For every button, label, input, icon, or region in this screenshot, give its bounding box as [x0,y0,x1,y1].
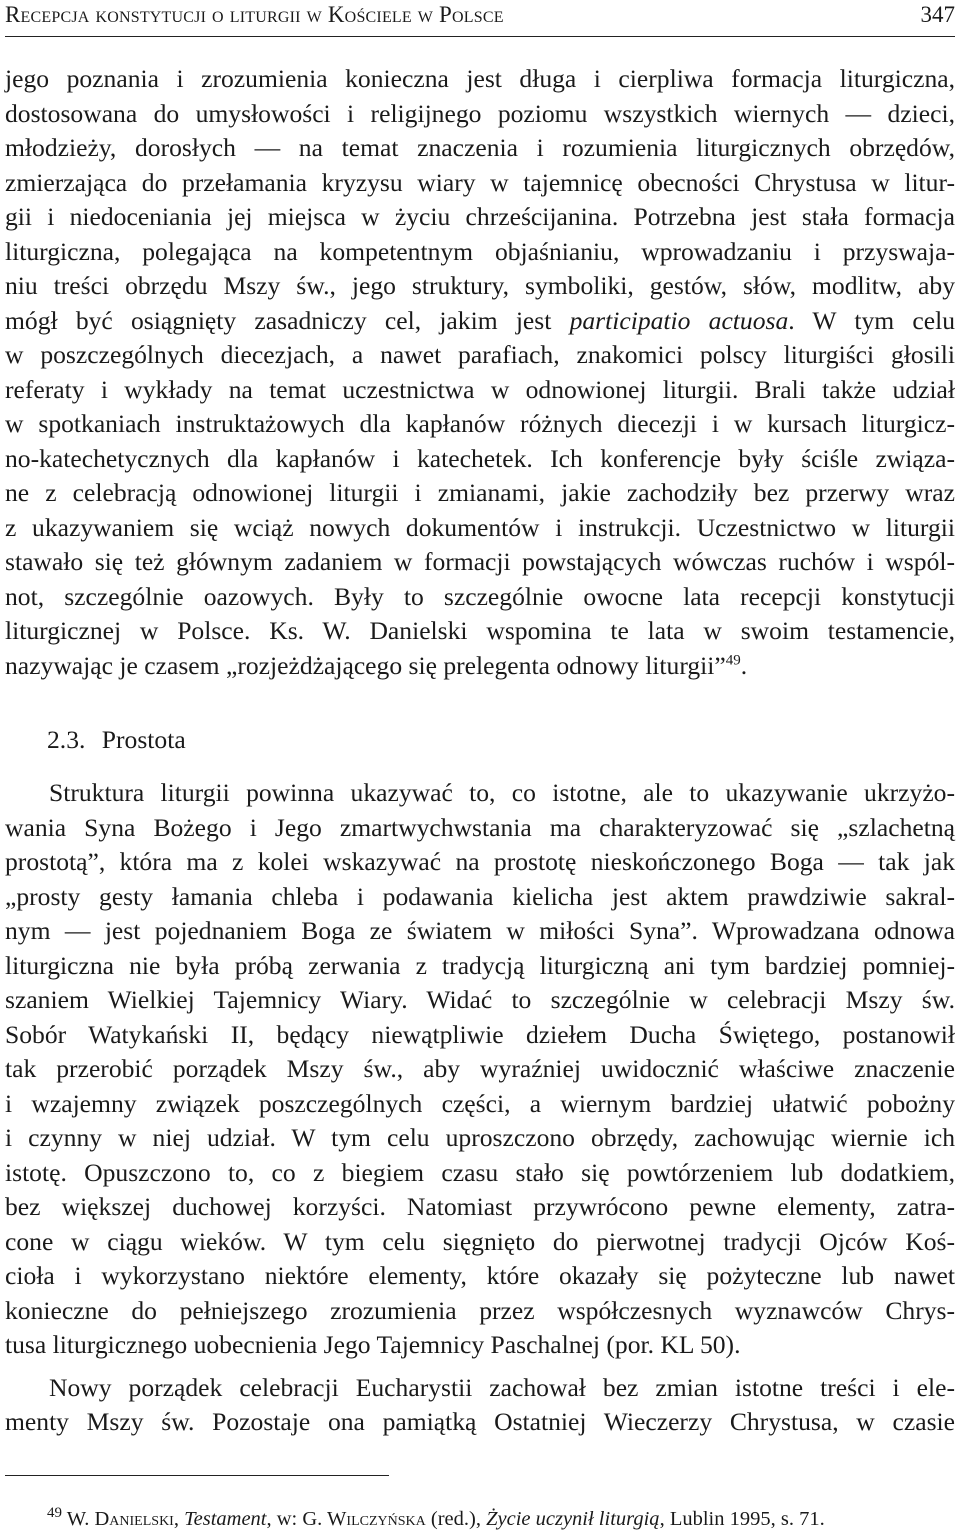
text-line: konieczne do pełniejszego zrozumienia przez współczesnych wyznawców Chrys- [5,1295,955,1325]
text-line: ne z celebracją odnowionej liturgii i zmianami, jakie zachodziły bez przerwy wraz [5,478,955,507]
text-line-last [5,649,955,684]
text-line: w poszczególnych diecezjach, a nawet parafiach, znakomici polscy liturgiści głosili [5,340,955,369]
text-line: Nowy porządek celebracji Eucharystii zachował bez zmian istotne treści i ele- [49,1372,955,1402]
text-line: Struktura liturgii powinna ukazywać to, co istotne, ale to ukazywanie ukrzyżo- [49,778,955,807]
text-line: młodzieży, dorosłych — na temat znaczenia i rozumienia liturgicznych obrzędów, [5,133,955,162]
text-line: „prosty gesty łamania chleba i podawania kielicha jest aktem prawdziwie sakral- [5,881,955,911]
text-line: w spotkaniach instruktażowych dla kapłanów różnych diecezji i w kursach liturgicz- [5,409,955,438]
text-line: niu treści obrzędu Mszy św., jego struktury, symboliki, gestów, słów, modlitw, aby [5,271,955,300]
section-number: 2.3. [47,725,86,754]
text-line: i czynny w niej udział. W tym celu uproszczono obrzędy, zachowując wiernie ich [5,1123,955,1152]
paragraph-prostota [5,776,955,1440]
page-number: 347 [920,2,955,27]
footnote-editor-suffix: (red.), [425,1508,487,1530]
footnote-in: , w: G. W [266,1508,347,1530]
footnote-divider [5,1475,389,1476]
text-line: stawało się też głównym zadaniem w formacji powstających wówczas ruchów i wspól- [5,547,955,576]
footnote-book-title: Życie uczynił liturgią [486,1508,660,1530]
text-line: prostotą”, która ma z kolei wskazywać na prostotę nieskończonego Boga — tak jak [5,847,955,876]
footnote-title: Testament [184,1508,267,1530]
footnote-author-initial: W. D [66,1508,110,1530]
text-line: not, szczególnie oazowych. Były to szczególnie owocne lata recepcji konstytucji [5,581,955,611]
footnote-editor: ilczyńska [346,1508,426,1530]
paragraph-continued [5,62,955,683]
running-header [5,0,955,37]
text-line: Sobór Watykański II, będący niewątpliwie dziełem Ducha Świętego, postanowił [5,1019,955,1049]
footnote-imprint: , Lublin 1995, s. 71. [659,1508,825,1530]
text-line: szaniem Wielkiej Tajemnicy Wiary. Widać to szczególnie w celebracji Mszy św. [5,985,955,1014]
text-line: no-katechetycznych dla kapłanów i katechetek. Ich konferencje były ściśle związa- [5,443,955,473]
text-line: jego poznania i zrozumienia konieczna jest długa i cierpliwa formacja liturgiczna, [5,64,955,93]
text-line-with-italic [5,304,955,339]
text-line: istotę. Opuszczono to, co z biegiem czasu stało się powtórzeniem lub dodatkiem, [5,1157,955,1187]
text-line: i wzajemny związek poszczególnych części, a wiernym bardziej ułatwić pobożny [5,1088,955,1118]
text-line: liturgicznej w Polsce. Ks. W. Danielski wspomina te lata w swoim testamencie, [5,616,955,645]
text-segment: . W tym celu [788,305,955,335]
text-line: liturgiczna nie była próbą zerwania z tradycją liturgiczną ani tym bardziej pomniej- [5,950,955,980]
text-line: cioła i wykorzystano niektóre elementy, które okazały się pożyteczne lub nawet [5,1261,955,1290]
text-line: zmierzająca do przełamania kryzysu wiary w tajemnicę obecności Chrystusa w litur- [5,167,955,197]
text-segment: mógł być osiągnięty zasadniczy cel, jakim jest [5,305,570,335]
text-segment: nazywając je czasem „rozjeżdżającego się prelegenta odnowy liturgii” [5,650,726,680]
text-line: z ukazywaniem się wciąż nowych dokumentów i instrukcji. Uczestnictwo w liturgii [5,512,955,542]
footnote-reference[interactable]: 49 [725,651,741,668]
text-line: liturgiczna, polegająca na kompetentnym objaśnianiu, wprowadzaniu i przyswaja- [5,236,955,266]
running-title: Recepcja konstytucji o liturgii w Kościele w Polsce [5,2,504,27]
section-heading [47,725,186,755]
text-line: tak przerobić porządek Mszy św., aby wyraźniej uwidocznić właściwe znaczenie [5,1054,955,1083]
text-line: gii i niedoceniania jej miejsca w życiu chrześcijanina. Potrzebna jest stała formacja [5,202,955,231]
text-line-last: tusa liturgicznego uobecnienia Jego Tajemnicy Paschalnej (por. KL 50). [5,1330,741,1359]
text-line: menty Mszy św. Pozostaje ona pamiątką Ostatniej Wieczerzy Chrystusa, w czasie [5,1407,955,1436]
text-line: dostosowana do umysłowości i religijnego poziomu wszystkich wiernych — dzieci, [5,98,955,128]
text-line: cone w ciągu wieków. W tym celu sięgnięto do pierwotnej tradycji Ojców Koś- [5,1226,955,1256]
footnote-author: anielski [109,1508,174,1530]
text-segment: . [740,650,748,680]
text-line: wania Syna Bożego i Jego zmartwychwstania ma charakteryzować się „szlachetną [5,812,955,842]
text-line: nym — jest pojednaniem Boga ze światem w miłości Syna”. Wprowadzana odnowa [5,916,955,945]
footnote: $^{49}$ W. Danielski, Testament, w: G. Wilczyńska (red.), Życie uczynił liturgią, Lublin 1995, s. 71. [47,1505,825,1530]
footnote-number: 49 [47,1505,62,1522]
text-line: bez większej duchowej korzyści. Natomiast przywrócono pewne elementy, zatra- [5,1192,955,1221]
latin-term: participatio actuosa [569,305,789,335]
text-line: referaty i wykłady na temat uczestnictwa w odnowionej liturgii. Brali także udział [5,374,955,404]
section-title: Prostota [101,725,186,754]
